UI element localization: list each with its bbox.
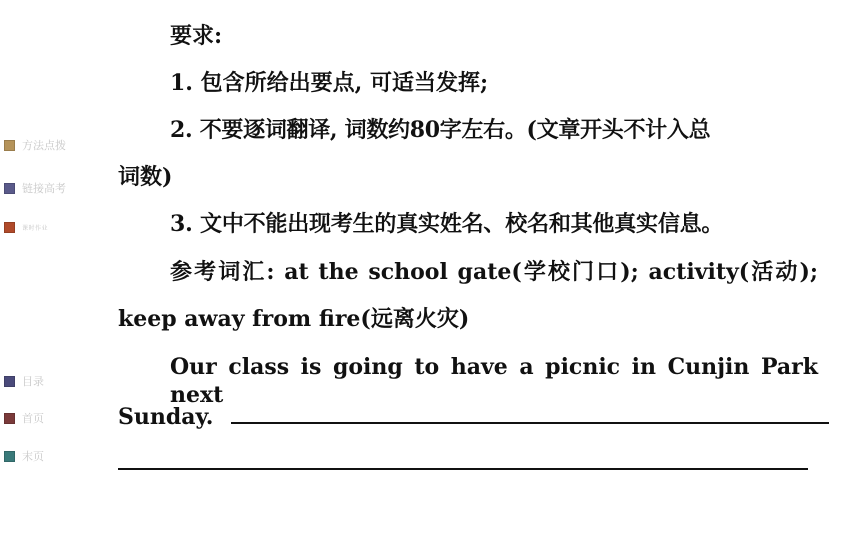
nav-square-icon <box>4 413 15 424</box>
answer-blank-line[interactable] <box>231 400 829 424</box>
essay-line-3 <box>118 446 818 474</box>
nav-item-last-page[interactable] <box>4 448 44 464</box>
requirement-item-2: 2. 不要逐词翻译, 词数约80字左右。(文章开头不计入总 <box>170 117 711 143</box>
nav-item-first-page[interactable] <box>4 410 44 426</box>
nav-item-label: 方法点拨 <box>22 139 66 152</box>
nav-item-label: 首页 <box>22 412 44 425</box>
essay-line-2 <box>118 400 818 428</box>
nav-item-exam-link[interactable] <box>4 180 66 196</box>
nav-square-icon <box>4 222 15 233</box>
essay-opening-line: Our class is going to have a picnic in Cunjin Park next <box>170 354 818 408</box>
requirement-item-1: 1. 包含所给出要点, 可适当发挥; <box>170 70 489 96</box>
nav-item-label: 课时作业 <box>22 225 49 232</box>
nav-item-method-tips[interactable] <box>4 137 66 153</box>
nav-square-icon <box>4 140 15 151</box>
nav-item-homework[interactable] <box>4 222 48 233</box>
requirement-item-3: 3. 文中不能出现考生的真实姓名、校名和其他真实信息。 <box>170 211 724 237</box>
nav-square-icon <box>4 451 15 462</box>
nav-item-label: 末页 <box>22 450 44 463</box>
nav-item-label: 目录 <box>22 375 44 388</box>
requirements-heading: 要求: <box>170 23 223 49</box>
vocabulary-line-2: keep away from fire(远离火灾) <box>118 306 470 332</box>
requirement-item-2-continued: 词数) <box>118 164 173 190</box>
vocabulary-line-1: 参考词汇: at the school gate(学校门口); activity(活动); <box>170 259 818 285</box>
answer-blank-line[interactable] <box>118 446 808 470</box>
nav-square-icon <box>4 376 15 387</box>
nav-item-label: 链接高考 <box>22 182 66 195</box>
nav-square-icon <box>4 183 15 194</box>
essay-sunday-text: Sunday. <box>118 404 214 430</box>
nav-item-contents[interactable] <box>4 373 44 389</box>
